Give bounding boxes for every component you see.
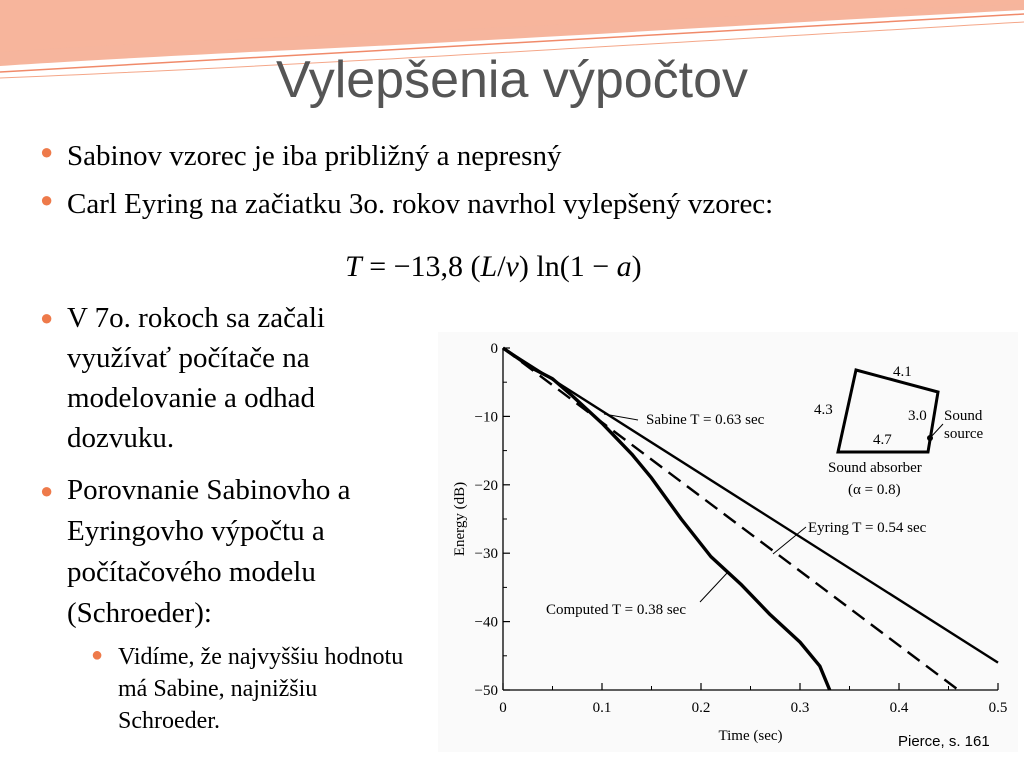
series-line-2 [503, 348, 958, 690]
eyring-formula [345, 250, 642, 284]
y-tick-label: 0 [490, 341, 498, 357]
x-tick-label: 0.2 [691, 700, 711, 716]
bullet-text: Vidíme, že najvyššiu hodnotu má Sabine, najnižšiu Schroeder. [118, 644, 404, 734]
room-inset [814, 364, 983, 498]
absorber-alpha-label: (α = 0.8) [848, 482, 901, 498]
bullet-dot-icon: ● [40, 478, 54, 503]
formula-a: a [616, 250, 632, 283]
room-side-right: 3.0 [908, 408, 927, 424]
room-side-left: 4.3 [814, 402, 833, 418]
bullet-text: Sabinov vzorec je iba približný a nepresný [67, 140, 562, 172]
bullet-dot-icon: ● [91, 644, 104, 666]
x-tick-label: 0.3 [790, 700, 810, 716]
source-caption: Pierce, s. 161 [898, 733, 990, 750]
x-tick-label: 0.5 [988, 700, 1008, 716]
bullet-computers [40, 298, 417, 458]
y-tick-label: −40 [474, 614, 498, 631]
bullet-dot-icon: ● [40, 305, 54, 330]
y-tick-label: −30 [474, 546, 498, 563]
series-line-3 [503, 348, 830, 690]
decay-chart-svg [438, 332, 1018, 752]
sound-source-label-1: Sound [944, 408, 983, 424]
chart-axes [452, 341, 1007, 744]
computed-leader [700, 572, 728, 602]
formula-eq: = −13,8 ( [361, 250, 481, 283]
room-side-bottom: 4.7 [873, 432, 892, 448]
x-tick-label: 0.4 [889, 700, 909, 716]
y-tick-label: −50 [474, 683, 498, 699]
chart-series [503, 348, 998, 690]
sabine-label: Sabine T = 0.63 sec [646, 412, 765, 428]
formula-v: v [505, 250, 519, 283]
eyring-label: Eyring T = 0.54 sec [808, 520, 927, 536]
x-tick-label: 0.1 [592, 700, 612, 716]
bullet-eyring-formula [40, 186, 774, 224]
x-axis-label: Time (sec) [718, 728, 783, 744]
sabine-leader [604, 414, 638, 420]
bullet-dot-icon: ● [40, 139, 54, 164]
y-tick-label: −20 [474, 477, 498, 494]
x-tick-label: 0 [499, 700, 507, 716]
formula-L: L [480, 250, 498, 283]
formula-T: T [345, 250, 362, 283]
formula-ln: ) ln(1 − [518, 250, 617, 283]
computed-label: Computed T = 0.38 sec [546, 602, 686, 618]
slide-title: Vylepšenia výpočtov [275, 51, 749, 109]
bullet-dot-icon: ● [40, 187, 54, 212]
bullet-text: Porovnanie Sabinovho a Eyringovho výpočtu a počítačového modelu (Schroeder): [67, 474, 351, 629]
bullet-text: V 7o. rokoch sa začali využívať počítače na modelovanie a odhad dozvuku. [67, 302, 325, 454]
room-side-top: 4.1 [893, 364, 912, 380]
decay-chart [438, 332, 1018, 752]
sub-bullet-conclusion [91, 641, 418, 737]
bullet-sabine-formula [40, 138, 562, 176]
chart-labels [546, 412, 927, 618]
formula-close: ) [631, 250, 642, 283]
y-axis-label: Energy (dB) [452, 481, 468, 557]
bullet-text: Carl Eyring na začiatku 3o. rokov navrhol vylepšený vzorec: [67, 188, 774, 220]
bullet-comparison [40, 470, 437, 634]
formula-slash: / [497, 250, 506, 283]
y-tick-label: −10 [474, 409, 498, 426]
sound-source-label-2: source [944, 426, 984, 442]
sound-absorber-label: Sound absorber [828, 460, 922, 476]
